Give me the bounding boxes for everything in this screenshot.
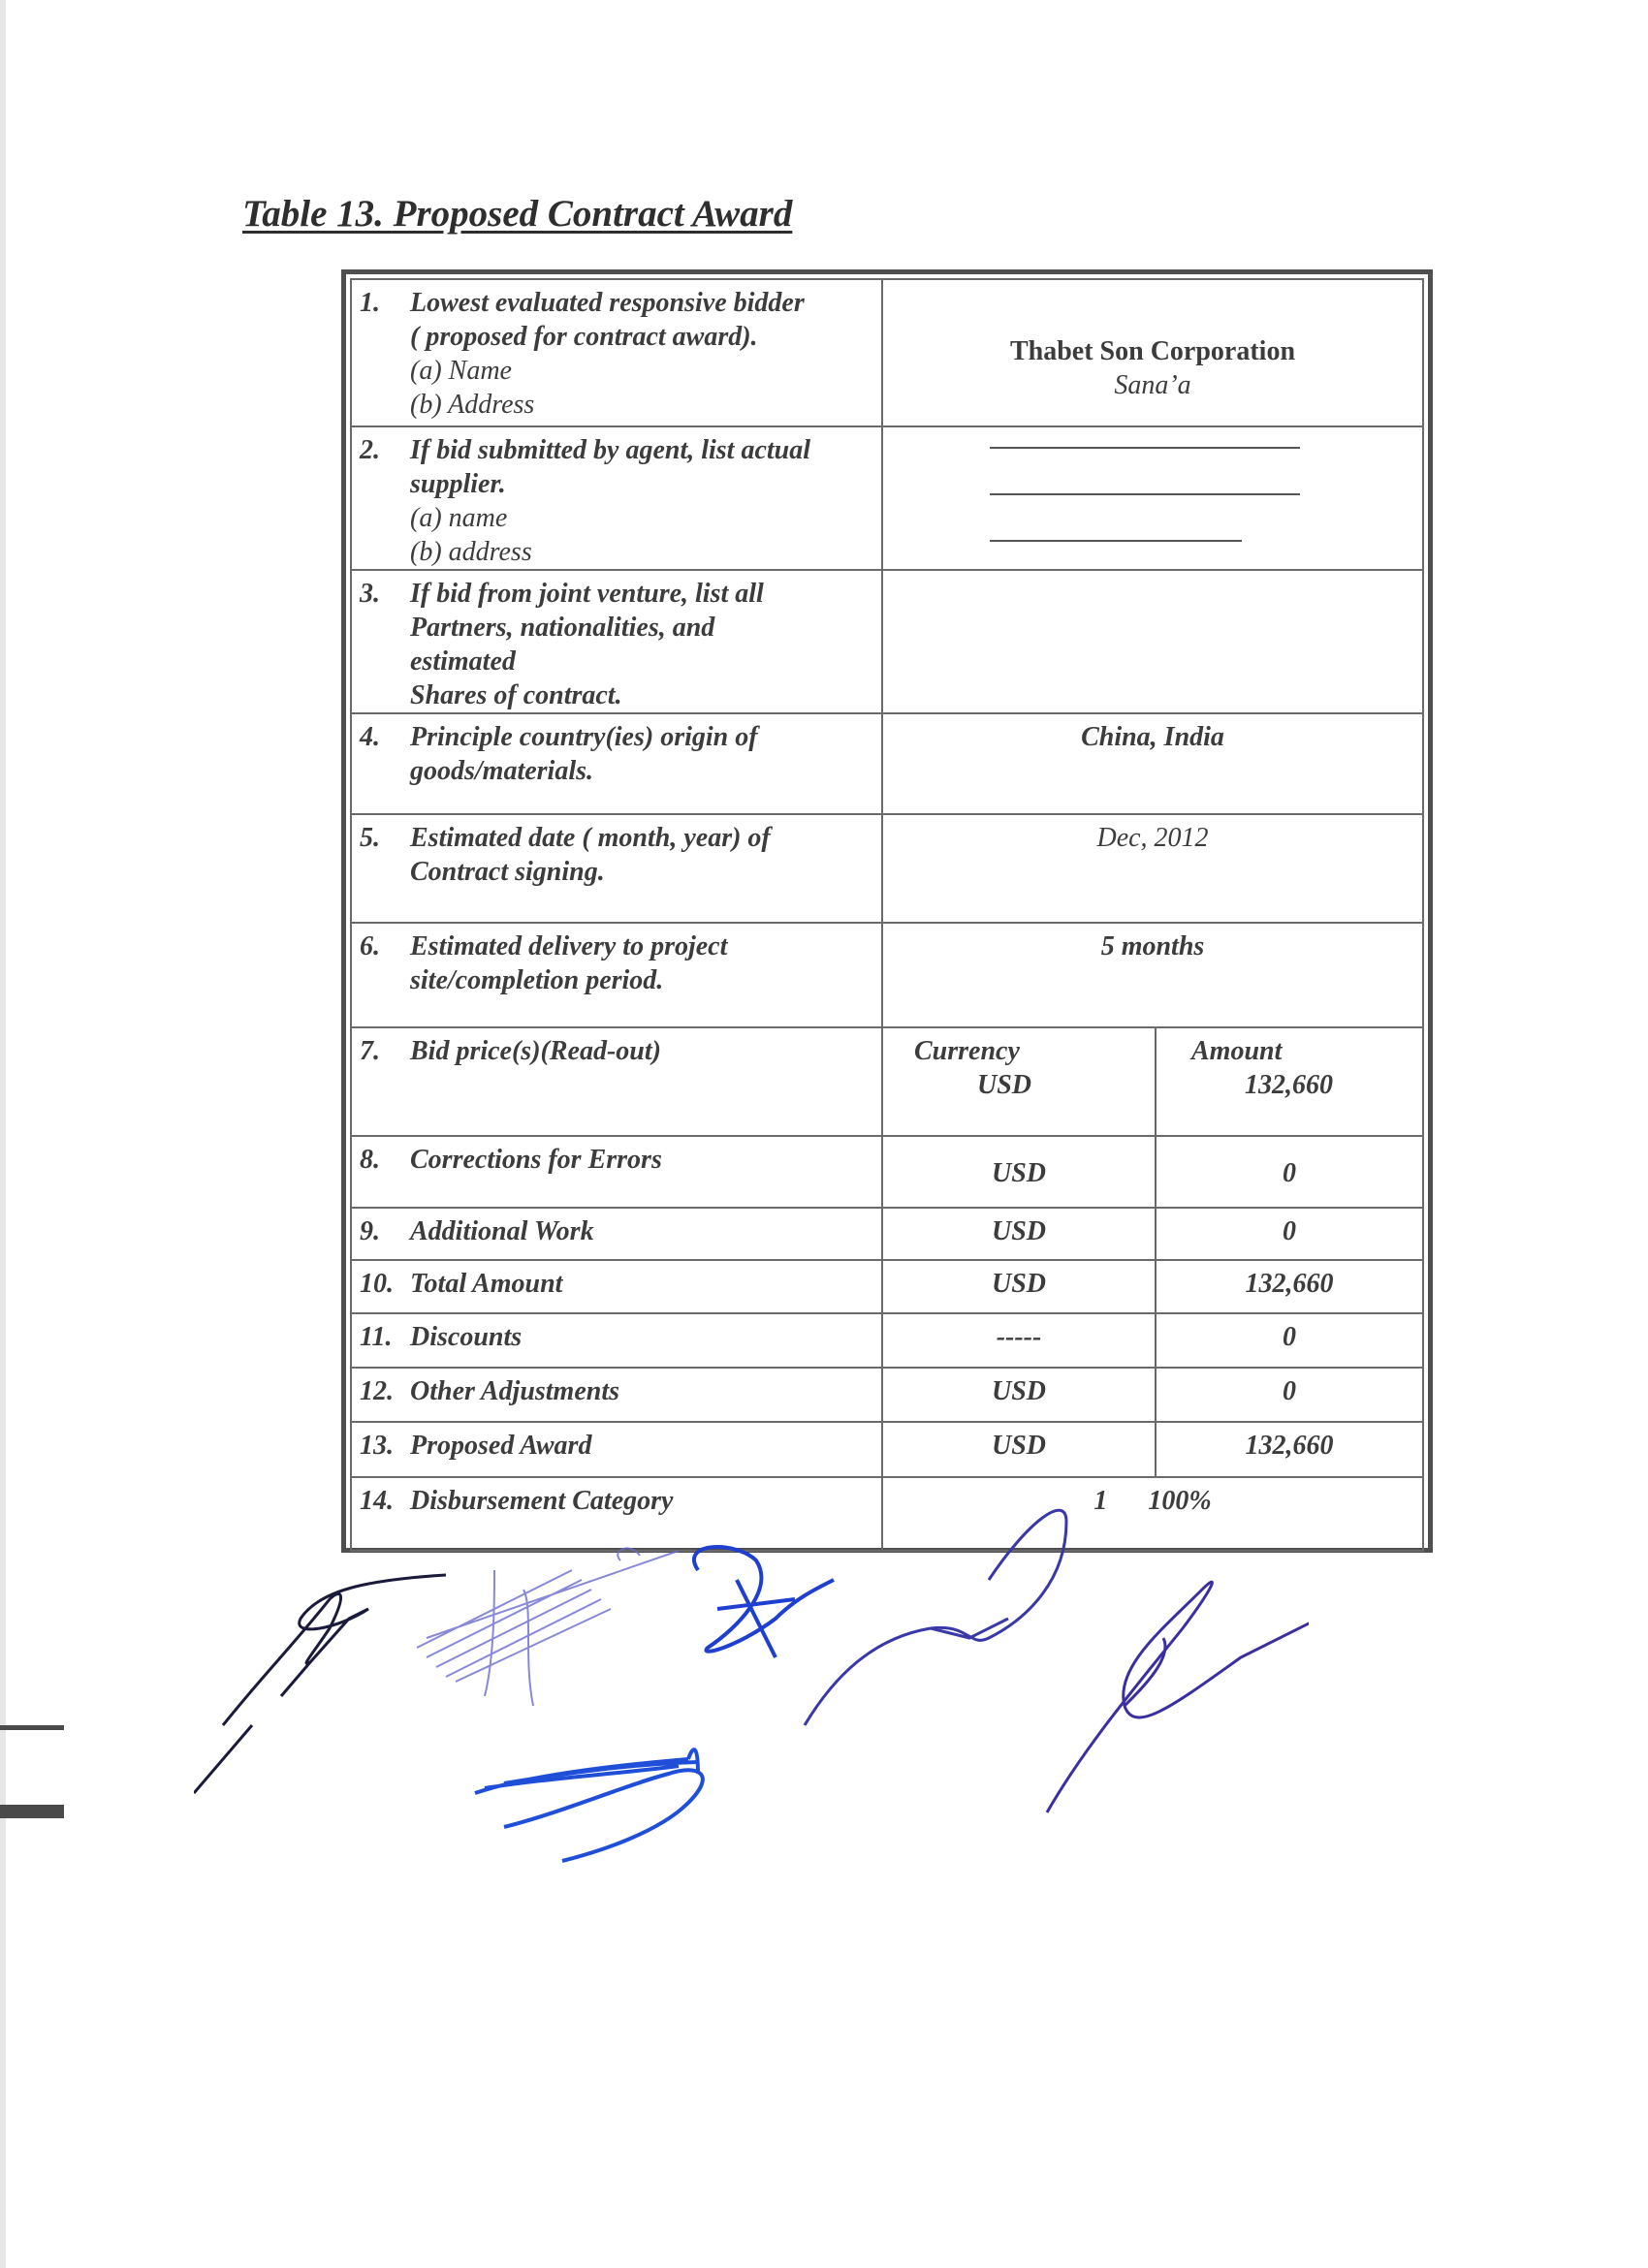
signature-1: [194, 1575, 446, 1793]
row-label: Estimated delivery to project: [410, 931, 728, 961]
amount-cell: 0: [1156, 1368, 1423, 1422]
row-label: Shares of contract.: [410, 680, 622, 710]
row-value-cell: [882, 570, 1423, 713]
row-number: 5.: [360, 823, 380, 853]
blank-line: [990, 447, 1300, 449]
currency-cell: -----: [882, 1313, 1156, 1368]
table-row: [351, 1368, 1423, 1422]
row-label-cell: [351, 279, 882, 426]
amount-cell: 0: [1156, 1136, 1423, 1208]
bidder-address: Sana’a: [1114, 370, 1191, 400]
signatures-block: [194, 1483, 1309, 1871]
row-label: ( proposed for contract award).: [410, 322, 758, 352]
row-label-cell: [351, 1027, 882, 1136]
row-label: estimated: [410, 646, 516, 677]
table-row: [351, 1422, 1423, 1477]
table-row: [351, 570, 1423, 713]
row-number: 14.: [360, 1486, 394, 1516]
amount-cell: 0: [1156, 1208, 1423, 1260]
row-label: supplier.: [410, 469, 506, 499]
row-label-cell: [351, 1368, 882, 1422]
scan-artifact: [0, 1805, 64, 1818]
blank-line: [990, 493, 1300, 495]
table-row: [351, 923, 1423, 1027]
row-label-cell: [351, 1208, 882, 1260]
table-row: [351, 1208, 1423, 1260]
row-number: 8.: [360, 1145, 380, 1175]
row-value-cell: Dec, 2012: [882, 814, 1423, 923]
row-label: Lowest evaluated responsive bidder: [410, 288, 805, 318]
row-label: Additional Work: [410, 1216, 594, 1246]
amount-cell: [1156, 1027, 1423, 1136]
signature-4: [805, 1510, 1066, 1725]
row-value-cell: 5 months: [882, 923, 1423, 1027]
currency-value: USD: [977, 1070, 1032, 1100]
signature-6: [475, 1749, 703, 1861]
row-label-cell: [351, 814, 882, 923]
row-label-cell: [351, 1313, 882, 1368]
signature-5: [1047, 1582, 1309, 1812]
row-label: Contract signing.: [410, 857, 605, 887]
contract-award-table: [341, 269, 1433, 1553]
row-number: 4.: [360, 722, 380, 752]
table-row: [351, 279, 1423, 426]
row-number: 1.: [360, 288, 380, 318]
row-label-cell: [351, 426, 882, 570]
currency-cell: USD: [882, 1136, 1156, 1208]
table-row: [351, 814, 1423, 923]
row-value-cell: [882, 426, 1423, 570]
row-label-cell: [351, 923, 882, 1027]
currency-cell: USD: [882, 1208, 1156, 1260]
row-label: (a) name: [410, 503, 508, 533]
row-number: 12.: [360, 1376, 394, 1406]
page-edge: [0, 0, 6, 2268]
amount-value: 132,660: [1245, 1070, 1333, 1100]
row-label: site/completion period.: [410, 965, 664, 995]
row-label: Proposed Award: [410, 1431, 592, 1461]
currency-cell: USD: [882, 1368, 1156, 1422]
bidder-name: Thabet Son Corporation: [1009, 336, 1296, 366]
row-label-cell: [351, 1422, 882, 1477]
table-row: [351, 713, 1423, 814]
currency-cell: [882, 1027, 1156, 1136]
amount-cell: 0: [1156, 1313, 1423, 1368]
row-value-cell: China, India: [882, 713, 1423, 814]
table-row: [351, 1313, 1423, 1368]
row-label-cell: [351, 713, 882, 814]
row-number: 6.: [360, 931, 380, 961]
award-table-grid: [350, 278, 1424, 1552]
page-title: Table 13. Proposed Contract Award: [242, 193, 793, 235]
row-label-cell: [351, 1260, 882, 1313]
row-label-cell: [351, 1136, 882, 1208]
table-row: [351, 1136, 1423, 1208]
table-row: [351, 1027, 1423, 1136]
row-label: If bid from joint venture, list all: [410, 579, 764, 609]
amount-cell: 132,660: [1156, 1260, 1423, 1313]
amount-header: Amount: [1191, 1036, 1283, 1066]
currency-header: Currency: [914, 1036, 1020, 1066]
row-number: 7.: [360, 1036, 380, 1066]
row-label: Partners, nationalities, and: [410, 613, 715, 643]
row-label: Total Amount: [410, 1269, 563, 1299]
row-number: 10.: [360, 1269, 394, 1299]
currency-cell: USD: [882, 1260, 1156, 1313]
row-number: 3.: [360, 579, 380, 609]
row-value-cell: 1 100%: [882, 1477, 1423, 1551]
row-label: Other Adjustments: [410, 1376, 620, 1406]
row-number: 13.: [360, 1431, 394, 1461]
row-label: Disbursement Category: [410, 1486, 674, 1516]
table-row: [351, 426, 1423, 570]
scan-artifact: [0, 1725, 64, 1730]
row-label: Principle country(ies) origin of: [410, 722, 758, 752]
row-label: Bid price(s)(Read-out): [410, 1036, 661, 1066]
amount-cell: 132,660: [1156, 1422, 1423, 1477]
row-label: If bid submitted by agent, list actual: [410, 435, 811, 465]
blank-line: [990, 540, 1242, 542]
row-label: (a) Name: [410, 356, 512, 386]
row-number: 9.: [360, 1216, 380, 1246]
signature-3: [694, 1547, 834, 1657]
row-value-cell: [882, 279, 1423, 426]
row-label: goods/materials.: [410, 756, 594, 786]
row-label-cell: [351, 570, 882, 713]
currency-cell: USD: [882, 1422, 1156, 1477]
row-label: (b) Address: [410, 390, 535, 420]
row-label: (b) address: [410, 537, 532, 567]
row-label: Discounts: [410, 1322, 523, 1352]
signature-2: [417, 1548, 679, 1706]
row-number: 11.: [360, 1322, 393, 1352]
row-label: Corrections for Errors: [410, 1145, 662, 1175]
row-number: 2.: [360, 435, 380, 465]
row-label: Estimated date ( month, year) of: [410, 823, 771, 853]
table-row: [351, 1260, 1423, 1313]
